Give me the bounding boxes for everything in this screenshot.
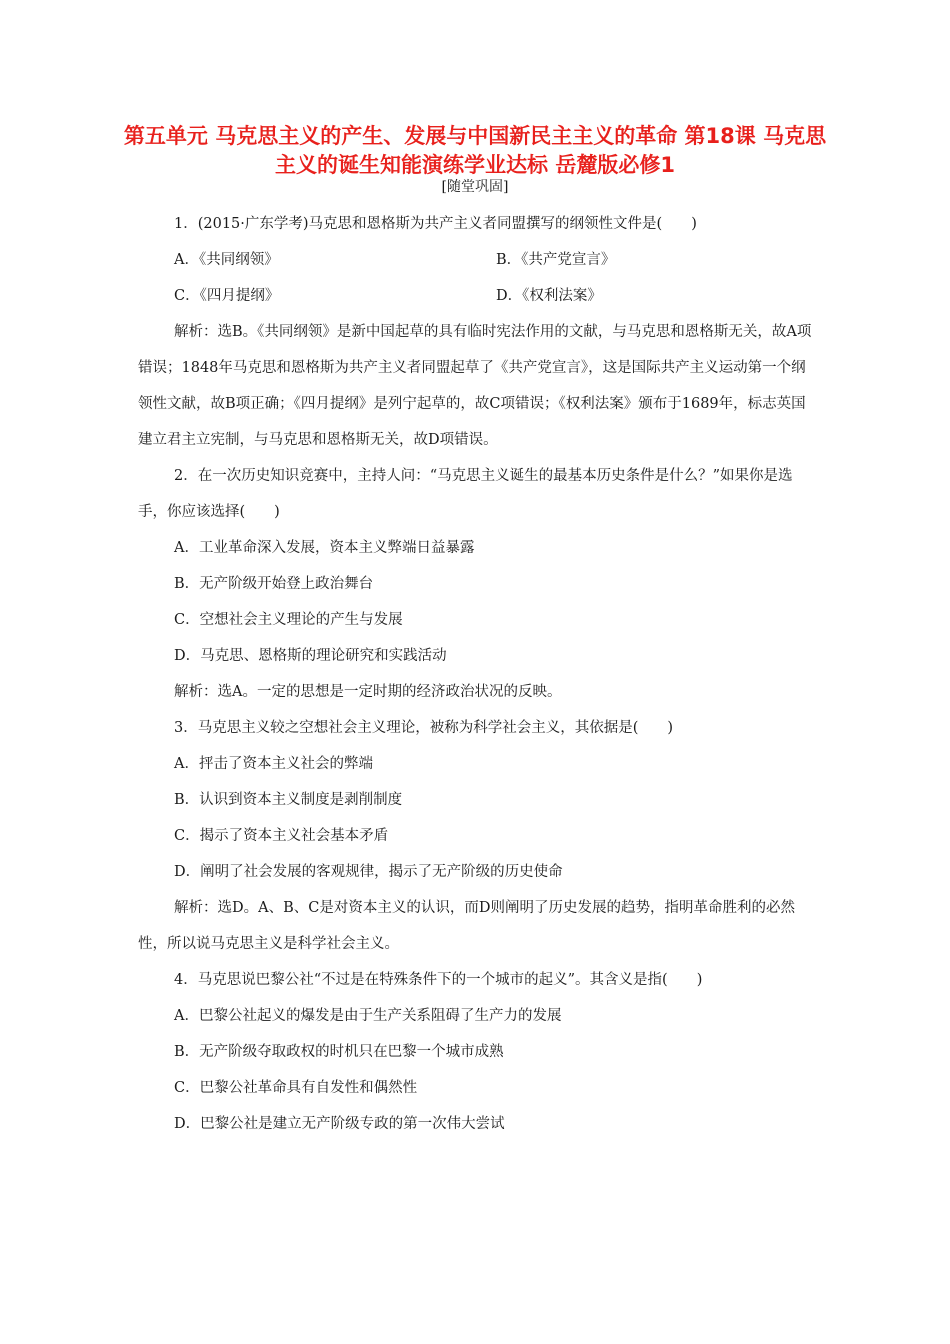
section-heading: [随堂巩固]: [441, 179, 509, 195]
question-1-stem: 1．(2015·广东学考)马克思和恩格斯为共产主义者同盟撰写的纲领性文件是( ): [174, 216, 697, 232]
q3-analysis: 解析：选D。A、B、C是对资本主义的认识，而D则阐明了历史发展的趋势，指明革命胜利的必然性，所以说马克思主义是科学社会主义。: [138, 900, 795, 952]
q2-option-a: A．工业革命深入发展，资本主义弊端日益暴露: [174, 540, 475, 556]
q1-analysis: 解析：选B。《共同纲领》是新中国起草的具有临时宪法作用的文献，与马克思和恩格斯无关，故A项错误；1848年马克思和恩格斯为共产主义者同盟起草了《共产党宣言》，这是国际共产主义运动第一个纲领性文献，故B项正确；《四月提纲》是列宁起草的，故C项错误；《权利法案》颁布于1689年，标志英国建立君主立宪制，与马克思和恩格斯无关，故D项错误。: [138, 324, 812, 448]
q3-option-c: C．揭示了资本主义社会基本矛盾: [174, 828, 389, 844]
q2-option-d: D．马克思、恩格斯的理论研究和实践活动: [174, 648, 447, 664]
q1-option-a: A．《共同纲领》: [174, 252, 279, 268]
q3-option-d: D．阐明了社会发展的客观规律，揭示了无产阶级的历史使命: [174, 864, 563, 880]
question-4-stem: 4．马克思说巴黎公社“不过是在特殊条件下的一个城市的起义”。其含义是指( ): [174, 972, 703, 988]
q3-option-a: A．抨击了资本主义社会的弊端: [174, 756, 373, 772]
document-title: 第五单元 马克思主义的产生、发展与中国新民主主义的革命 第18课 马克思主义的诞生知能演练学业达标 岳麓版必修1: [123, 124, 827, 177]
question-1-options-row-1: [138, 242, 814, 278]
q3-option-b: B．认识到资本主义制度是剥削制度: [174, 792, 403, 808]
q1-option-b: B．《共产党宣言》: [496, 252, 616, 268]
q2-analysis: 解析：选A。一定的思想是一定时期的经济政治状况的反映。: [174, 684, 562, 700]
q1-option-d: D．《权利法案》: [496, 288, 602, 304]
question-1-options-row-2: [138, 278, 814, 314]
question-list: [138, 206, 814, 1142]
q2-option-c: C．空想社会主义理论的产生与发展: [174, 612, 403, 628]
q4-option-b: B．无产阶级夺取政权的时机只在巴黎一个城市成熟: [174, 1044, 504, 1060]
q2-option-b: B．无产阶级开始登上政治舞台: [174, 576, 374, 592]
q4-option-d: D．巴黎公社是建立无产阶级专政的第一次伟大尝试: [174, 1116, 505, 1132]
question-3-stem: 3．马克思主义较之空想社会主义理论，被称为科学社会主义，其依据是( ): [174, 720, 674, 736]
q4-option-a: A．巴黎公社起义的爆发是由于生产关系阻碍了生产力的发展: [174, 1008, 562, 1024]
q4-option-c: C．巴黎公社革命具有自发性和偶然性: [174, 1080, 418, 1096]
q1-option-c: C．《四月提纲》: [174, 288, 280, 304]
question-2-stem: 2．在一次历史知识竞赛中，主持人问：“马克思主义诞生的最基本历史条件是什么？”如果你是选手，你应该选择( ): [138, 468, 793, 520]
